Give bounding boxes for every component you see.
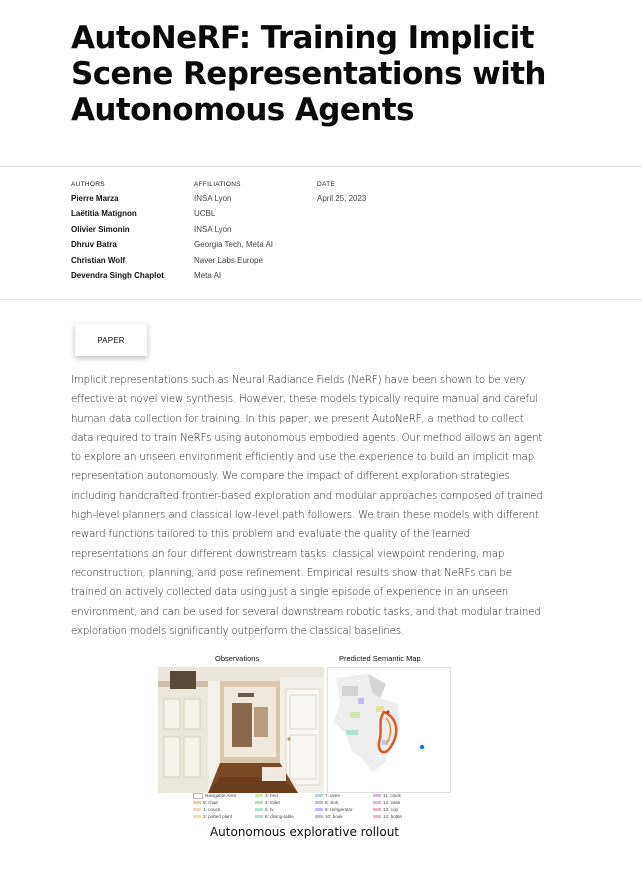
legend-label: Navigable Area <box>205 793 237 799</box>
header-divider <box>0 166 642 167</box>
legend-swatch <box>193 793 203 799</box>
publication-date: April 25, 2023 <box>317 194 367 203</box>
observation-illustration <box>158 667 324 793</box>
predicted-semantic-map <box>327 667 451 793</box>
legend-item <box>373 814 402 819</box>
semantic-legend <box>193 793 443 825</box>
paper-button[interactable]: PAPER <box>75 324 147 356</box>
legend-swatch <box>193 815 201 819</box>
legend-swatch <box>255 794 263 798</box>
legend-swatch <box>255 801 263 805</box>
legend-swatch <box>373 815 381 819</box>
author-affiliation: Georgia Tech, Meta AI <box>194 240 274 250</box>
affiliations-column <box>194 181 273 283</box>
paper-title: AutoNeRF: Training Implicit Scene Representations with Autonomous Agents <box>71 20 546 128</box>
legend-label: 5: tv <box>265 807 274 812</box>
legend-label: 2: potted plant <box>203 814 233 819</box>
legend-label: 6: dining-table <box>265 814 294 819</box>
legend-label: 1: couch <box>203 807 221 812</box>
teaser-figure <box>157 654 452 844</box>
legend-item <box>373 807 398 812</box>
author-affiliation: UCBL <box>194 209 216 219</box>
legend-label: 7: oven <box>325 793 341 798</box>
legend-item <box>315 807 353 812</box>
legend-label: 8: sink <box>325 800 339 805</box>
legend-swatch <box>255 808 263 812</box>
legend-item <box>193 793 236 799</box>
legend-label: 9: refrigerator <box>325 807 353 812</box>
author-name: Christian Wolf <box>71 255 126 265</box>
authors-column <box>71 181 164 283</box>
legend-item <box>255 807 274 812</box>
legend-item <box>193 800 218 805</box>
author-affiliation: Meta AI <box>194 270 222 280</box>
author-name: Olivier Simonin <box>71 224 130 234</box>
author-name: Laëtitia Matignon <box>71 209 137 219</box>
abstract-text: Implicit representations such as Neural Radiance Fields (NeRF) have been shown to be very effective at novel view synthesis. However, these models typically require manual and careful human data collection for training. In this paper, we present AutoNeRF, a method to collect data required to train NeRFs using autonomous embodied agents. Our method allows an agent to explore an unseen environment efficiently and use the experience to build an implicit map representation autonomously. We compare the impact of different exploration strategies including handcrafted frontier-based exploration and modular approaches composed of trained high-level planners and classical low-level path followers. We train these models with different reward functions tailored to this problem and evaluate the quality of the learned representations on four different downstream tasks: classical viewpoint rendering, map reconstruction, planning, and pose refinement. Empirical results show that NeRFs can be trained on actively collected data using just a single episode of experience in an unseen environment, and can be used for several downstream robotic tasks, and that modular trained exploration models significantly outperform the classical baselines. <box>71 375 543 637</box>
date-column <box>317 181 366 206</box>
observations-label: Observations <box>215 654 260 663</box>
legend-swatch <box>315 801 323 805</box>
legend-label: 4: toilet <box>265 800 280 805</box>
legend-item <box>373 793 401 798</box>
author-name: Dhruv Batra <box>71 240 117 250</box>
legend-label: 0: chair <box>203 800 219 805</box>
author-affiliation: INSA Lyon <box>194 224 232 234</box>
legend-label: 14: bottle <box>383 814 402 819</box>
legend-swatch <box>315 794 323 798</box>
legend-swatch <box>193 801 201 805</box>
legend-item <box>315 814 343 819</box>
legend-label: 11: clock <box>383 793 401 798</box>
meta-divider <box>0 299 642 300</box>
legend-swatch <box>373 808 381 812</box>
legend-item <box>315 800 338 805</box>
semantic-map-label: Predicted Semantic Map <box>339 654 421 663</box>
date-heading: DATE <box>317 181 336 188</box>
legend-item <box>373 800 400 805</box>
affiliations-heading: AFFILIATIONS <box>194 181 241 188</box>
legend-item <box>255 814 294 819</box>
legend-item <box>255 800 280 805</box>
legend-swatch <box>193 808 201 812</box>
legend-label: 12: vase <box>383 800 401 805</box>
legend-swatch <box>315 815 323 819</box>
legend-swatch <box>315 808 323 812</box>
legend-label: 13: cup <box>383 807 399 812</box>
legend-item <box>193 807 220 812</box>
author-name: Pierre Marza <box>71 194 119 203</box>
figure-caption: Autonomous explorative rollout <box>209 825 400 839</box>
semantic-map-illustration <box>328 668 450 792</box>
legend-label: 10: book <box>325 814 343 819</box>
author-name: Devendra Singh Chaplot <box>71 270 164 280</box>
author-affiliation: INSA Lyon <box>194 194 232 203</box>
legend-swatch <box>373 801 381 805</box>
legend-item <box>193 814 232 819</box>
authors-heading: AUTHORS <box>71 181 105 188</box>
legend-swatch <box>255 815 263 819</box>
legend-item <box>315 793 340 798</box>
legend-label: 3: bed <box>265 793 278 798</box>
author-affiliation: Naver Labs Europe <box>194 255 263 265</box>
legend-item <box>255 793 278 798</box>
legend-swatch <box>373 794 381 798</box>
observation-image <box>158 667 324 793</box>
